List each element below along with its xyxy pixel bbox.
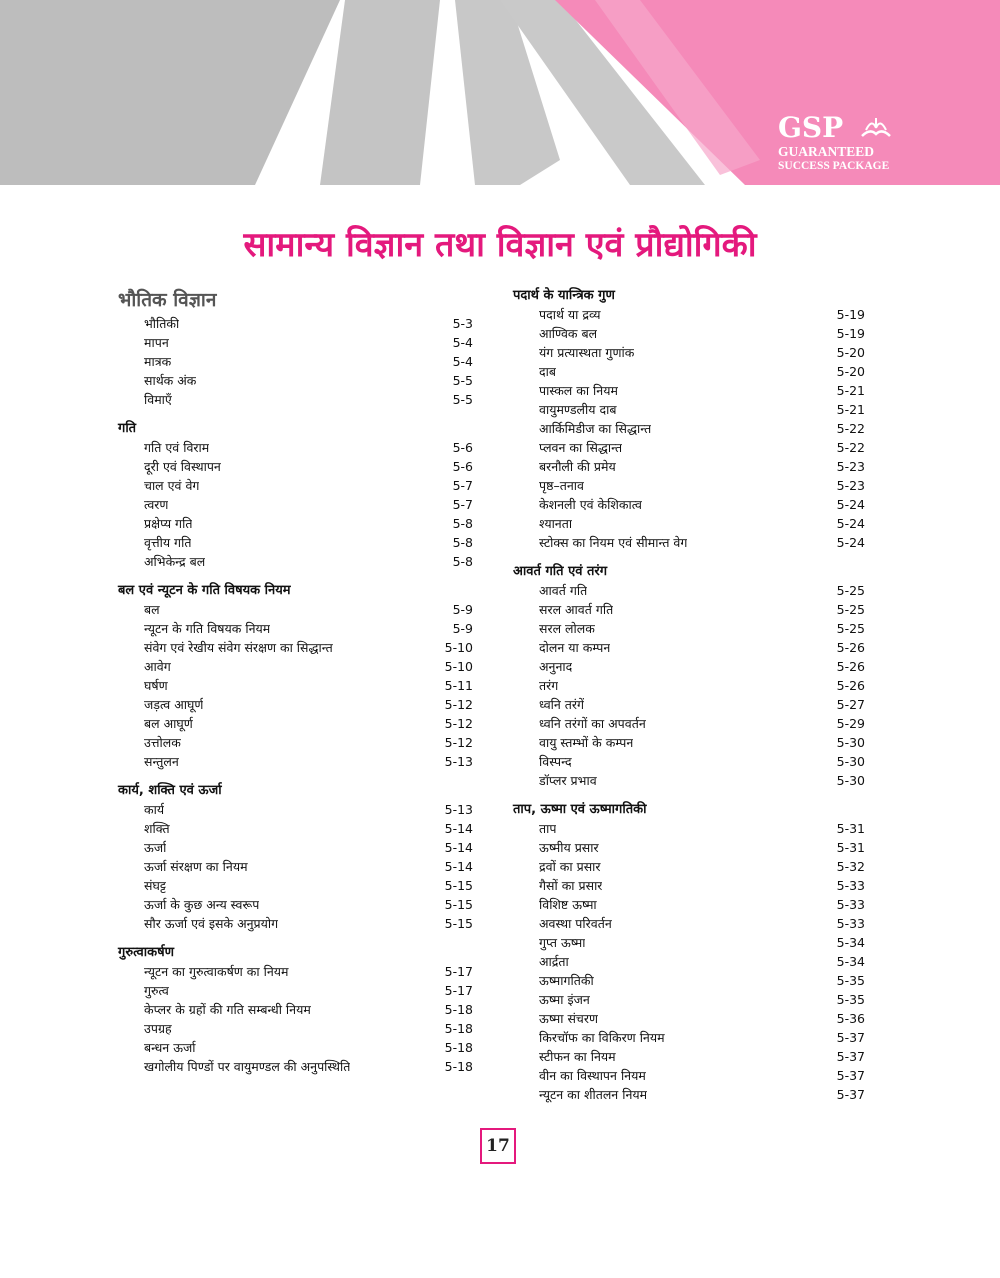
toc-entry (144, 676, 473, 695)
entry-label: जड़त्व आघूर्ण (144, 697, 204, 712)
entry-page: 5-30 (836, 735, 865, 750)
entry-label: गैसों का प्रसार (539, 878, 603, 893)
entry-label: चाल एवं वेग (144, 478, 200, 493)
toc-entry (539, 343, 865, 362)
entry-label: विशिष्ट ऊष्मा (539, 897, 597, 912)
toc-entry (539, 305, 865, 324)
entry-label: भौतिकी (144, 316, 180, 331)
toc-entry (539, 438, 865, 457)
toc-entry (539, 600, 865, 619)
toc-entry (144, 819, 473, 838)
toc-entry (539, 714, 865, 733)
entry-page: 5-24 (836, 497, 865, 512)
entry-label: गुप्त ऊष्मा (539, 935, 586, 950)
toc-entry (539, 476, 865, 495)
entry-page: 5-20 (836, 364, 865, 379)
toc-entry (539, 619, 865, 638)
toc-section (118, 581, 473, 771)
entry-page: 5-27 (836, 697, 865, 712)
entry-label: घर्षण (144, 678, 168, 693)
toc-entry (539, 381, 865, 400)
toc-entry (539, 514, 865, 533)
entry-page: 5-15 (444, 897, 473, 912)
entry-label: दोलन या कम्पन (539, 640, 611, 655)
entry-label: अवस्था परिवर्तन (539, 916, 612, 931)
toc-entry (144, 1000, 473, 1019)
entry-label: सन्तुलन (144, 754, 179, 769)
entry-label: दाब (539, 364, 557, 379)
entry-label: वृत्तीय गति (144, 535, 192, 550)
entry-label: प्लवन का सिद्धान्त (539, 440, 623, 455)
entry-page: 5-17 (444, 983, 473, 998)
toc-entry (539, 581, 865, 600)
entry-label: पृष्ठ–तनाव (539, 478, 584, 493)
toc-entry (144, 695, 473, 714)
entry-label: द्रवों का प्रसार (539, 859, 601, 874)
section-heading: गति (118, 421, 137, 436)
toc-right-column (513, 286, 865, 1104)
entry-label: कार्य (144, 802, 165, 817)
toc-entry (539, 952, 865, 971)
toc-entry (539, 495, 865, 514)
section-heading: बल एवं न्यूटन के गति विषयक नियम (118, 583, 291, 598)
entry-label: न्यूटन का शीतलन नियम (539, 1087, 648, 1102)
entry-page: 5-18 (444, 1002, 473, 1017)
toc-entry (144, 1057, 473, 1076)
entry-label: मापन (144, 335, 169, 350)
entry-page: 5-26 (836, 678, 865, 693)
toc-section (118, 781, 473, 933)
entry-page: 5-3 (452, 316, 473, 331)
entry-label: श्यानता (539, 516, 573, 531)
toc-entry (539, 752, 865, 771)
entry-page: 5-24 (836, 535, 865, 550)
toc-entry (539, 1028, 865, 1047)
toc-entry (539, 657, 865, 676)
entry-label: ध्वनि तरंगें (539, 697, 585, 712)
page-title: सामान्य विज्ञान तथा विज्ञान एवं प्रौद्योगिकी (243, 225, 757, 265)
page-number: 17 (480, 1128, 516, 1164)
toc-entry (144, 619, 473, 638)
toc-entry (144, 514, 473, 533)
toc-entry (539, 1009, 865, 1028)
entry-page: 5-23 (836, 459, 865, 474)
entry-label: ऊष्मा इंजन (539, 992, 590, 1007)
entry-label: बल (144, 602, 160, 617)
section-heading: आवर्त गति एवं तरंग (513, 564, 608, 579)
entry-label: न्यूटन के गति विषयक नियम (144, 621, 271, 636)
entry-label: डॉप्लर प्रभाव (539, 773, 597, 788)
entry-label: केप्लर के ग्रहों की गति सम्बन्धी नियम (144, 1002, 311, 1017)
toc-entry (144, 1038, 473, 1057)
entry-page: 5-17 (444, 964, 473, 979)
entry-label: ऊष्मा संचरण (539, 1011, 598, 1026)
entry-page: 5-33 (836, 916, 865, 931)
toc-entry (144, 333, 473, 352)
entry-page: 5-31 (836, 821, 865, 836)
toc-entry (539, 933, 865, 952)
entry-label: संघट्ट (144, 878, 166, 893)
entry-label: बन्धन ऊर्जा (144, 1040, 196, 1055)
entry-label: विस्पन्द (539, 754, 572, 769)
toc-section (118, 943, 473, 1076)
entry-label: सरल लोलक (539, 621, 595, 636)
entry-page: 5-7 (452, 478, 473, 493)
toc-entry (144, 800, 473, 819)
toc-entry (539, 324, 865, 343)
entry-page: 5-37 (836, 1087, 865, 1102)
toc-entry (539, 857, 865, 876)
entry-label: बल आघूर्ण (144, 716, 193, 731)
toc-entry (539, 771, 865, 790)
entry-page: 5-34 (836, 935, 865, 950)
toc-entry (539, 362, 865, 381)
entry-label: सरल आवर्त गति (539, 602, 614, 617)
entry-label: बरनौली की प्रमेय (539, 459, 616, 474)
toc-entry (144, 714, 473, 733)
toc-entry (144, 438, 473, 457)
toc-section (118, 419, 473, 571)
entry-page: 5-30 (836, 754, 865, 769)
entry-page: 5-31 (836, 840, 865, 855)
entry-page: 5-26 (836, 659, 865, 674)
toc-entry (144, 657, 473, 676)
entry-label: ऊर्जा (144, 840, 167, 855)
toc-entry (539, 533, 865, 552)
entry-page: 5-8 (452, 516, 473, 531)
section-heading: कार्य, शक्ति एवं ऊर्जा (118, 783, 222, 798)
entry-label: त्वरण (144, 497, 169, 512)
entry-page: 5-11 (444, 678, 473, 693)
entry-label: सार्थक अंक (144, 373, 197, 388)
entry-page: 5-26 (836, 640, 865, 655)
entry-label: प्रक्षेप्य गति (144, 516, 193, 531)
entry-page: 5-12 (444, 697, 473, 712)
entry-label: आवर्त गति (539, 583, 588, 598)
entry-label: आर्द्रता (539, 954, 569, 969)
entry-label: खगोलीय पिण्डों पर वायुमण्डल की अनुपस्थिति (144, 1059, 351, 1074)
entry-label: पास्कल का नियम (539, 383, 618, 398)
entry-page: 5-21 (836, 402, 865, 417)
entry-label: वीन का विस्थापन नियम (539, 1068, 646, 1083)
entry-label: आर्किमिडीज का सिद्धान्त (539, 421, 652, 436)
entry-label: उत्तोलक (144, 735, 181, 750)
entry-page: 5-29 (836, 716, 865, 731)
entry-page: 5-22 (836, 421, 865, 436)
toc-entry (539, 990, 865, 1009)
entry-page: 5-25 (836, 602, 865, 617)
logo-brand: GSP (778, 111, 844, 144)
toc-entry (539, 1047, 865, 1066)
toc-entry (144, 495, 473, 514)
toc-entry (539, 733, 865, 752)
entry-label: स्टीफन का नियम (539, 1049, 616, 1064)
toc-entry (144, 600, 473, 619)
toc-entry (144, 552, 473, 571)
toc-entry (539, 1066, 865, 1085)
entry-page: 5-5 (452, 392, 473, 407)
gsp-logo (778, 112, 898, 174)
logo-line2: SUCCESS PACKAGE (778, 160, 890, 172)
entry-page: 5-37 (836, 1030, 865, 1045)
entry-label: उपग्रह (144, 1021, 172, 1036)
entry-page: 5-8 (452, 535, 473, 550)
toc-entry (144, 1019, 473, 1038)
entry-page: 5-19 (836, 307, 865, 322)
entry-label: तरंग (539, 678, 559, 693)
entry-label: केशनली एवं केशिकात्व (539, 497, 642, 512)
toc-section (513, 286, 865, 552)
entry-label: मात्रक (144, 354, 172, 369)
entry-label: गति एवं विराम (144, 440, 210, 455)
entry-page: 5-25 (836, 583, 865, 598)
entry-label: वायुमण्डलीय दाब (539, 402, 617, 417)
toc-entry (539, 638, 865, 657)
toc-entry (144, 914, 473, 933)
entry-page: 5-12 (444, 735, 473, 750)
entry-page: 5-12 (444, 716, 473, 731)
toc-entry (144, 838, 473, 857)
entry-label: ऊर्जा संरक्षण का नियम (144, 859, 248, 874)
entry-label: गुरुत्व (144, 983, 169, 998)
toc-entry (144, 457, 473, 476)
entry-label: ध्वनि तरंगों का अपवर्तन (539, 716, 646, 731)
entry-page: 5-7 (452, 497, 473, 512)
toc-section (513, 800, 865, 1104)
entry-label: न्यूटन का गुरुत्वाकर्षण का नियम (144, 964, 289, 979)
entry-page: 5-15 (444, 878, 473, 893)
toc-entry (144, 733, 473, 752)
entry-page: 5-9 (452, 621, 473, 636)
entry-label: दूरी एवं विस्थापन (144, 459, 221, 474)
toc-entry (539, 1085, 865, 1104)
toc-entry (539, 400, 865, 419)
entry-page: 5-6 (452, 459, 473, 474)
entry-label: ऊष्मागतिकी (539, 973, 594, 988)
entry-page: 5-20 (836, 345, 865, 360)
entry-page: 5-32 (836, 859, 865, 874)
section-heading: ताप, ऊष्मा एवं ऊष्मागतिकी (513, 802, 647, 817)
entry-page: 5-22 (836, 440, 865, 455)
entry-page: 5-4 (452, 354, 473, 369)
toc-entry (144, 962, 473, 981)
toc-entry (144, 857, 473, 876)
entry-page: 5-13 (444, 754, 473, 769)
entry-page: 5-13 (444, 802, 473, 817)
entry-label: किरचॉफ का विकिरण नियम (539, 1030, 665, 1045)
entry-label: ऊर्जा के कुछ अन्य स्वरूप (144, 897, 260, 912)
entry-label: यंग प्रत्यास्थता गुणांक (539, 345, 635, 360)
entry-page: 5-10 (444, 640, 473, 655)
entry-page: 5-18 (444, 1021, 473, 1036)
entry-page: 5-35 (836, 992, 865, 1007)
entry-label: वायु स्तम्भों के कम्पन (539, 735, 634, 750)
toc-entry (144, 981, 473, 1000)
toc-entry (144, 476, 473, 495)
entry-label: संवेग एवं रेखीय संवेग संरक्षण का सिद्धान्त (144, 640, 333, 655)
entry-label: अनुनाद (539, 659, 573, 674)
toc-entry (539, 838, 865, 857)
entry-page: 5-34 (836, 954, 865, 969)
entry-page: 5-37 (836, 1068, 865, 1083)
toc-entry (144, 371, 473, 390)
entry-label: सौर ऊर्जा एवं इसके अनुप्रयोग (144, 916, 279, 931)
entry-page: 5-14 (444, 840, 473, 855)
logo-line1: GUARANTEED (778, 144, 875, 159)
entry-page: 5-23 (836, 478, 865, 493)
entry-page: 5-33 (836, 878, 865, 893)
section-heading: गुरुत्वाकर्षण (118, 945, 175, 960)
toc-entry (144, 638, 473, 657)
entry-page: 5-9 (452, 602, 473, 617)
entry-label: अभिकेन्द्र बल (144, 554, 206, 569)
entry-page: 5-18 (444, 1059, 473, 1074)
entry-page: 5-25 (836, 621, 865, 636)
main-heading: भौतिक विज्ञान (118, 289, 217, 311)
entry-page: 5-4 (452, 335, 473, 350)
entry-label: विमाएँ (144, 392, 172, 407)
entry-label: ताप (539, 821, 557, 836)
entry-page: 5-36 (836, 1011, 865, 1026)
entry-page: 5-30 (836, 773, 865, 788)
toc-entry (539, 895, 865, 914)
entry-page: 5-15 (444, 916, 473, 931)
entry-label: आण्विक बल (539, 326, 598, 341)
entry-page: 5-8 (452, 554, 473, 569)
toc-entry (539, 914, 865, 933)
entry-page: 5-35 (836, 973, 865, 988)
entry-page: 5-37 (836, 1049, 865, 1064)
entry-page: 5-10 (444, 659, 473, 674)
entry-page: 5-33 (836, 897, 865, 912)
entry-label: स्टोक्स का नियम एवं सीमान्त वेग (539, 535, 688, 550)
entry-page: 5-24 (836, 516, 865, 531)
entry-page: 5-14 (444, 821, 473, 836)
toc-entry (144, 533, 473, 552)
entry-page: 5-14 (444, 859, 473, 874)
entry-page: 5-5 (452, 373, 473, 388)
toc-section (513, 562, 865, 790)
toc-section (118, 314, 473, 409)
entry-label: आवेग (144, 659, 171, 674)
entry-page: 5-18 (444, 1040, 473, 1055)
book-icon (858, 114, 894, 142)
entry-label: पदार्थ या द्रव्य (539, 307, 601, 322)
entry-page: 5-19 (836, 326, 865, 341)
toc-entry (539, 457, 865, 476)
toc-entry (539, 419, 865, 438)
toc-entry (144, 314, 473, 333)
toc-entry (144, 876, 473, 895)
entry-page: 5-6 (452, 440, 473, 455)
toc-entry (539, 676, 865, 695)
toc-entry (144, 752, 473, 771)
entry-label: ऊष्मीय प्रसार (539, 840, 599, 855)
toc-entry (144, 352, 473, 371)
entry-page: 5-21 (836, 383, 865, 398)
toc-left-column (118, 286, 473, 1076)
toc-entry (539, 695, 865, 714)
toc-entry (144, 390, 473, 409)
toc-entry (539, 971, 865, 990)
toc-entry (144, 895, 473, 914)
toc-entry (539, 819, 865, 838)
toc-entry (539, 876, 865, 895)
section-heading: पदार्थ के यान्त्रिक गुण (513, 288, 615, 303)
entry-label: शक्ति (144, 821, 170, 836)
